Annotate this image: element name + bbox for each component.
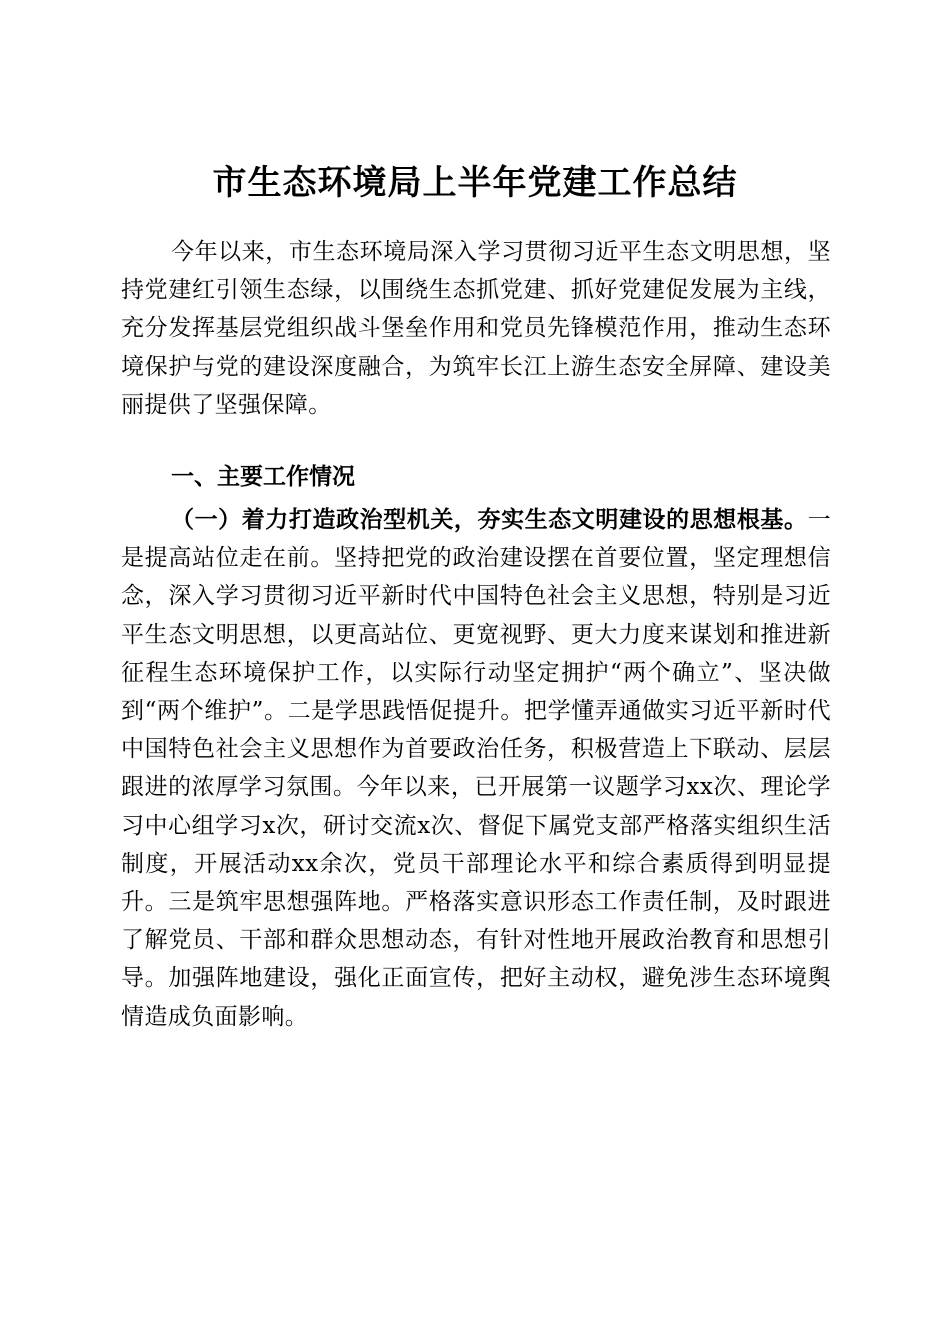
section-heading-main-work: 一、主要工作情况 [171, 464, 355, 490]
subsection-1-paragraph [121, 501, 831, 1036]
subsection-1-body: 一是提高站位走在前。坚持把党的政治建设摆在首要位置，坚定理想信念，深入学习贯彻习近平新时代中国特色社会主义思想，特别是习近平生态文明思想，以更高站位、更宽视野、更大力度来谋划和推进新征程生态环境保护工作，以实际行动坚定拥护“两个确立”、坚决做到“两个维护”。二是学思践悟促提升。把学懂弄通做实习近平新时代中国特色社会主义思想作为首要政治任务，积极营造上下联动、层层跟进的浓厚学习氛围。今年以来，已开展第一议题学习xx次、理论学习中心组学习x次，研讨交流x次、督促下属党支部严格落实组织生活制度，开展活动xx余次，党员干部理论水平和综合素质得到明显提升。三是筑牢思想强阵地。严格落实意识形态工作责任制，及时跟进了解党员、干部和群众思想动态，有针对性地开展政治教育和思想引导。加强阵地建设，强化正面宣传，把好主动权，避免涉生态环境舆情造成负面影响。 [121, 507, 831, 1030]
document-title: 市生态环境局上半年党建工作总结 [212, 162, 738, 203]
intro-paragraph: 今年以来，市生态环境局深入学习贯彻习近平生态文明思想，坚持党建红引领生态绿，以围绕生态抓党建、抓好党建促发展为主线，充分发挥基层党组织战斗堡垒作用和党员先锋模范作用，推动生态环境保护与党的建设深度融合，为筑牢长江上游生态安全屏障、建设美丽提供了坚强保障。 [121, 239, 831, 418]
subsection-1-heading: （一）着力打造政治型机关，夯实生态文明建设的思想根基。 [171, 506, 808, 533]
